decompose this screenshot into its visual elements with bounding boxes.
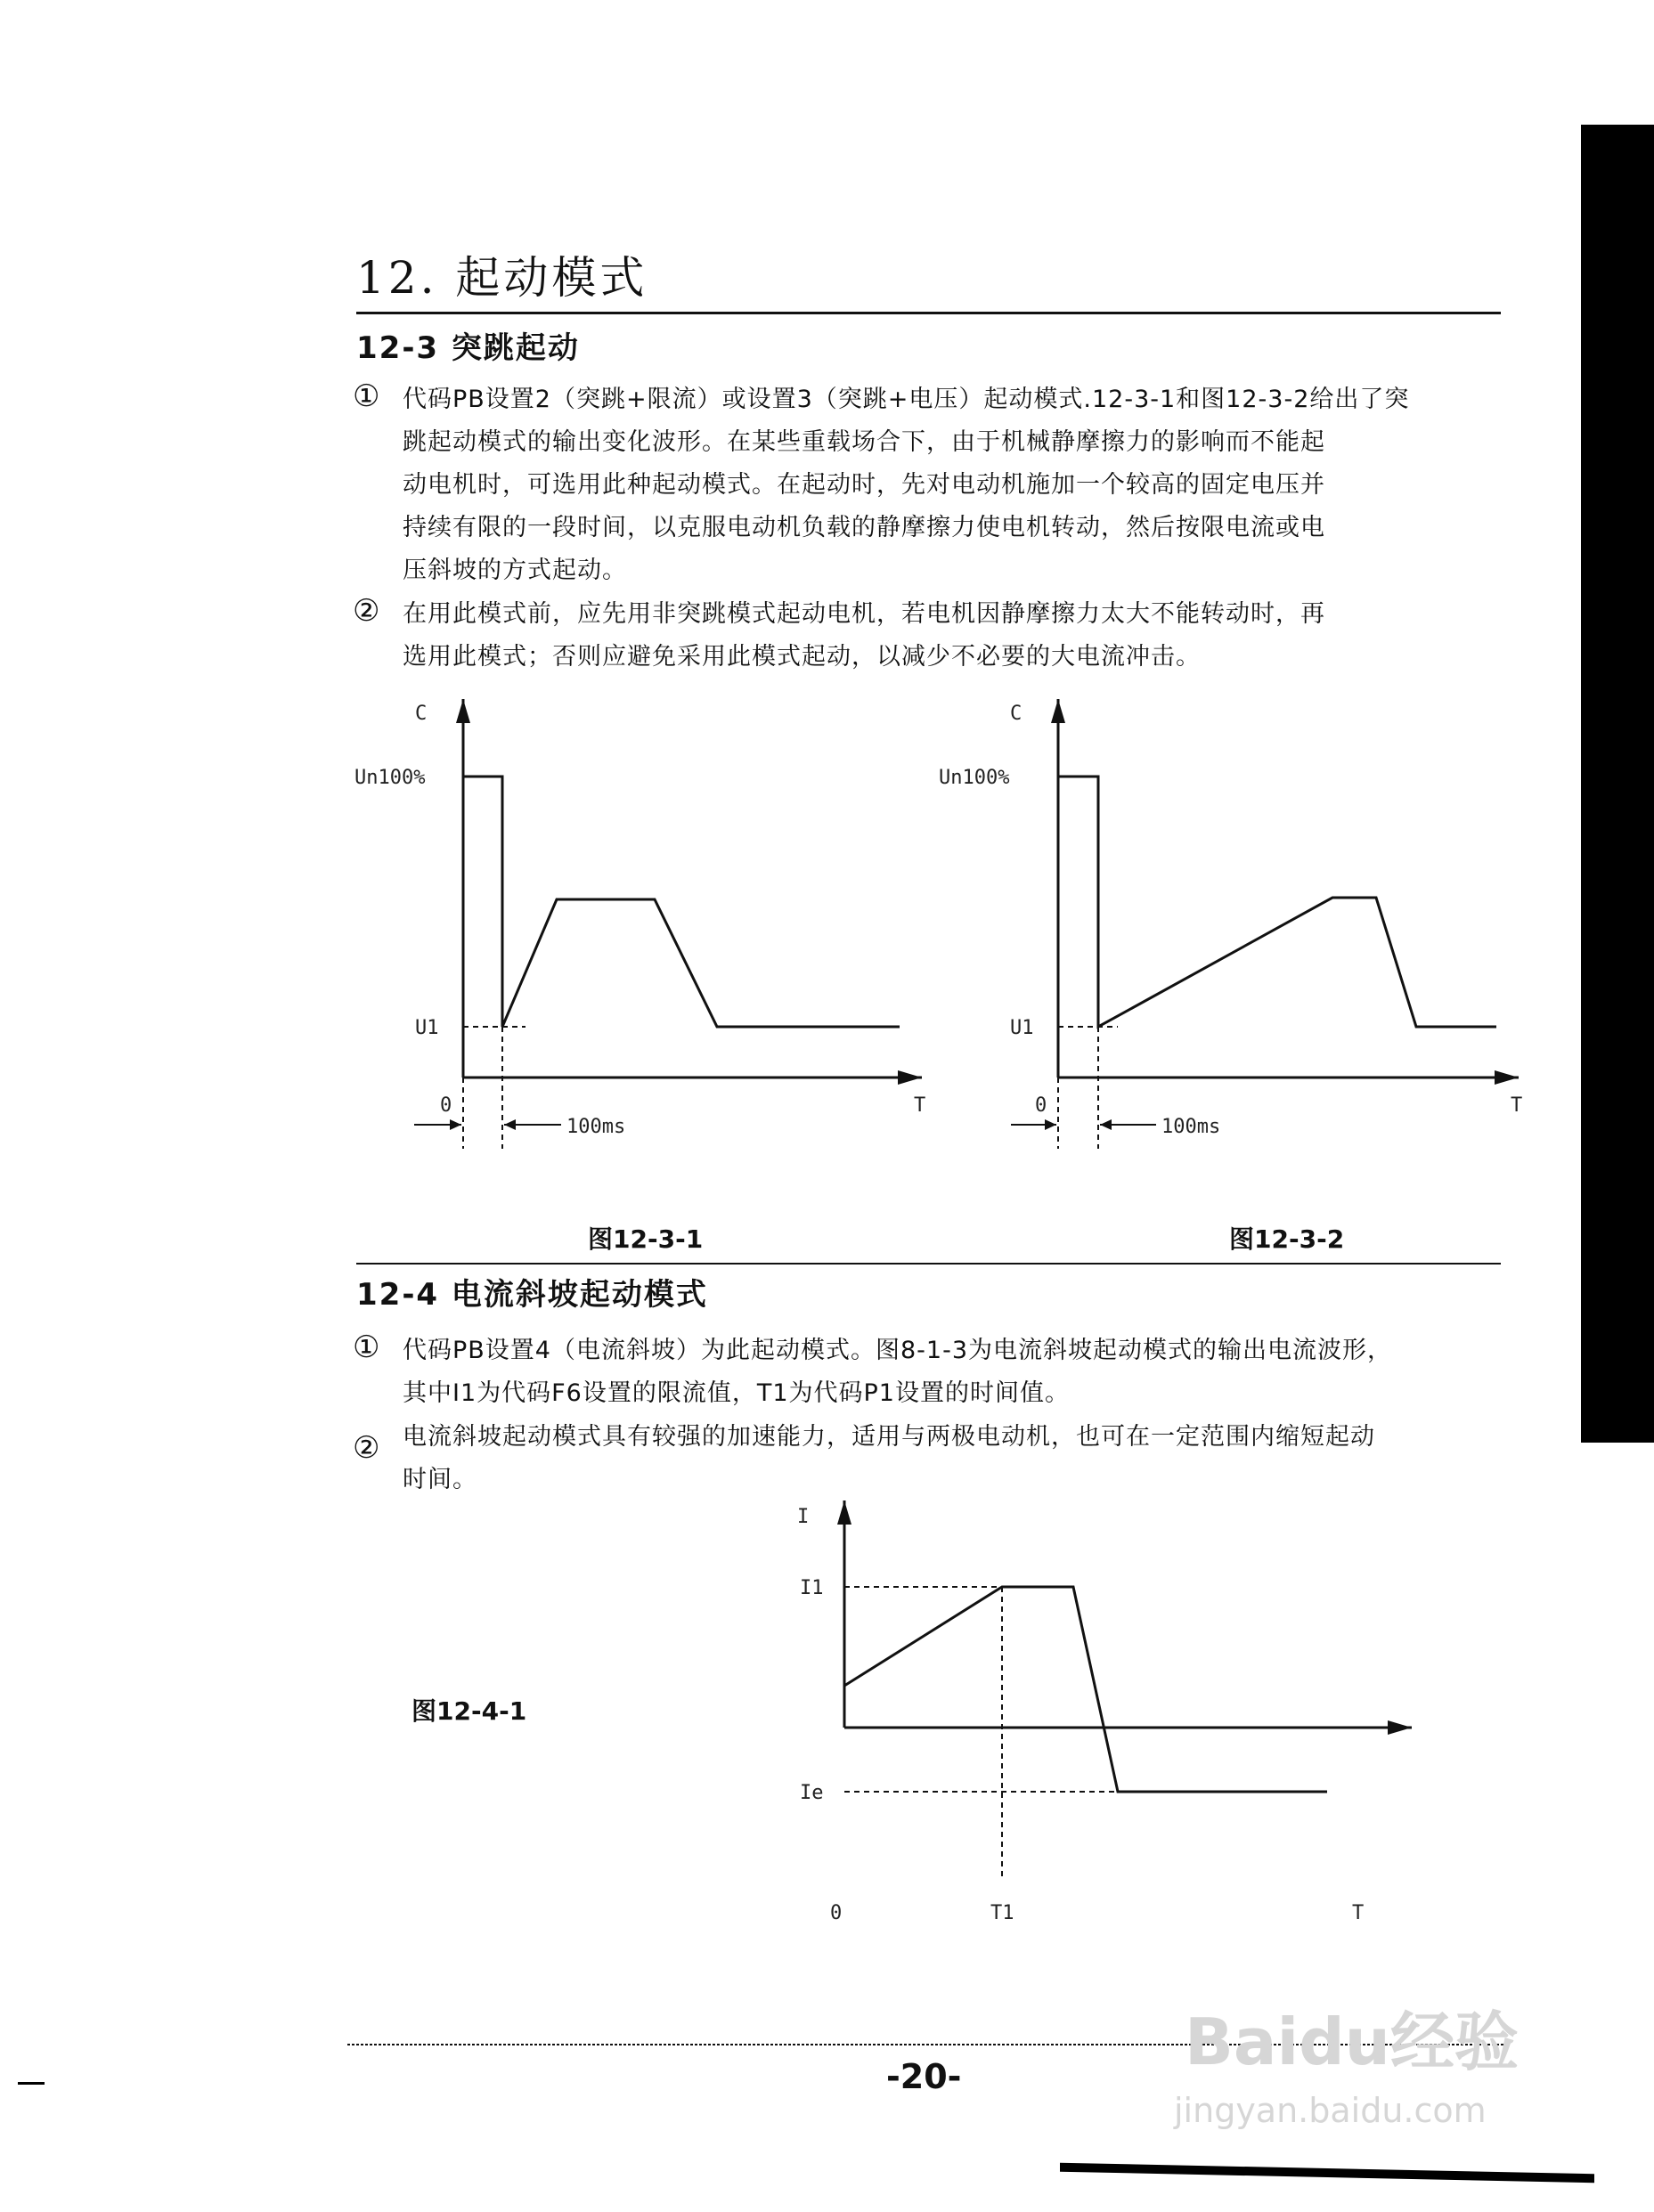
y-tick-low: U1 [1010,1017,1034,1039]
section-12-3-bullet-2-marker: ② [353,593,380,629]
y-axis-arrow [456,699,470,723]
y-axis-arrow [1051,699,1065,723]
caption-figure-12-3-2: 图12-3-2 [1229,1224,1345,1254]
section-12-4-rule [356,1263,1501,1265]
x-axis-arrow [1388,1720,1412,1735]
x-axis-arrow [1495,1070,1519,1085]
y-tick-top: Un100% [354,767,426,789]
y-tick-low: Ie [800,1782,824,1804]
page-number: -20- [886,2057,962,2096]
text-line: 代码PB设置4（电流斜坡）为此起动模式。图8-1-3为电流斜坡起动模式的输出电流波形， [403,1337,1393,1364]
x-tick-t1: T1 [990,1902,1014,1924]
figure-12-3-1 [354,699,925,1149]
text-line: 压斜坡的方式起动。 [403,557,627,584]
section-12-4-bullet-2-text [403,1416,1534,1501]
duration-label: 100ms [566,1116,626,1138]
y-axis-label: C [415,703,428,725]
section-12-4-bullet-1-marker: ① [353,1330,380,1365]
watermark-url: jingyan.baidu.com [1174,2091,1487,2130]
waveform [463,777,900,1027]
waveform [844,1587,1327,1792]
waveform [1058,777,1496,1027]
duration-label: 100ms [1161,1116,1221,1138]
text-line: 选用此模式；否则应避免采用此模式起动，以减少不必要的大电流冲击。 [403,643,1201,671]
caption-figure-12-3-1: 图12-3-1 [588,1224,704,1254]
y-tick-top: Un100% [939,767,1010,789]
text-line: 动电机时，可选用此种起动模式。在起动时，先对电动机施加一个较高的固定电压并 [403,471,1325,499]
figure-12-4-1 [797,1500,1412,1924]
y-axis-label: C [1010,703,1023,725]
text-line: 其中I1为代码F6设置的限流值，T1为代码P1设置的时间值。 [403,1379,1070,1407]
figure-12-3-2 [939,699,1522,1149]
origin-label: 0 [830,1902,843,1924]
text-line: 在用此模式前，应先用非突跳模式起动电机，若电机因静摩擦力太大不能转动时，再 [403,600,1325,628]
text-line: 时间。 [403,1466,477,1493]
y-axis-arrow [837,1500,851,1525]
section-12-3-title: 12-3 突跳起动 [356,330,580,366]
caption-figure-12-4-1: 图12-4-1 [411,1696,527,1726]
origin-label: 0 [1035,1094,1047,1117]
watermark-logo: Baidu经验 [1185,2005,1519,2079]
x-axis-label: T [1352,1902,1365,1924]
x-axis-label: T [1511,1094,1523,1117]
chapter-title: 12. 起动模式 [356,252,648,304]
text-line: 电流斜坡起动模式具有较强的加速能力，适用与两极电动机，也可在一定范围内缩短起动 [403,1423,1375,1451]
origin-label: 0 [440,1094,452,1117]
x-axis-arrow [898,1070,922,1085]
text-line: 跳起动模式的输出变化波形。在某些重载场合下，由于机械静摩擦力的影响而不能起 [403,428,1325,456]
y-axis-label: I [797,1506,810,1528]
section-12-4-title: 12-4 电流斜坡起动模式 [356,1277,708,1313]
section-12-4-bullet-2-marker: ② [353,1430,380,1466]
section-12-4-bullet-1-text [403,1330,1534,1415]
text-line: 持续有限的一段时间，以克服电动机负载的静摩擦力使电机转动，然后按限电流或电 [403,514,1325,541]
y-tick-low: U1 [415,1017,439,1039]
text-line: 代码PB设置2（突跳+限流）或设置3（突跳+电压）起动模式.12-3-1和图12-3-2给出了突 [403,386,1410,413]
x-axis-label: T [914,1094,926,1117]
section-12-3-bullet-1-marker: ① [353,378,380,414]
y-tick-top: I1 [800,1577,824,1599]
